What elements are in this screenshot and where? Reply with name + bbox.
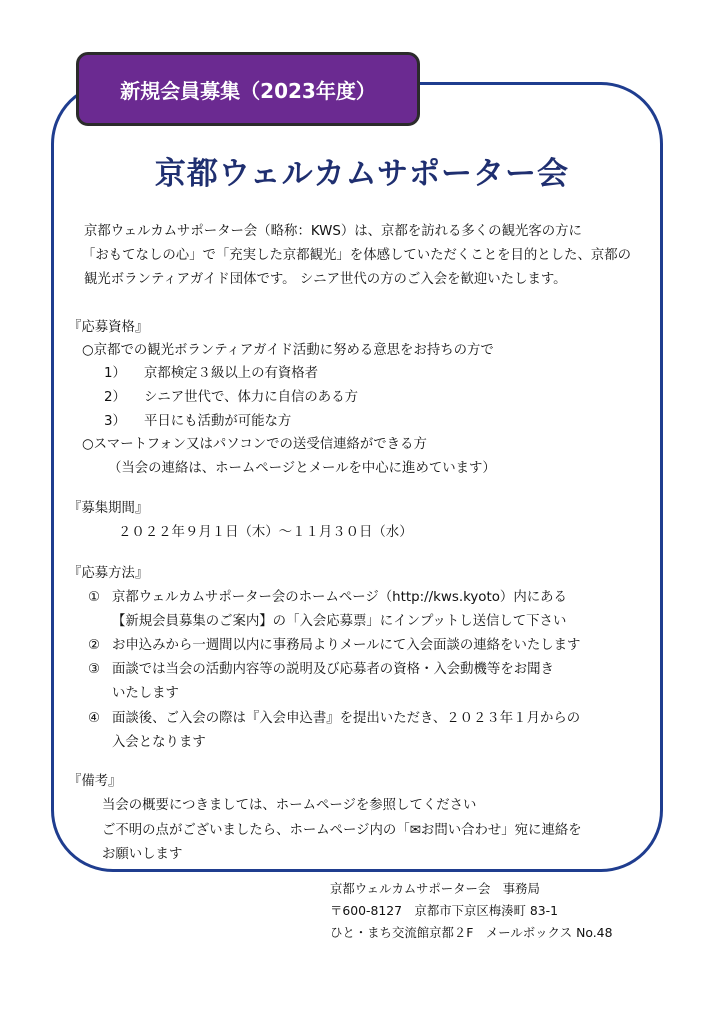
item-number: ① bbox=[88, 590, 101, 605]
item-text: 面談後、ご入会の際は『入会申込書』を提出いただき、２０２３年１月からの bbox=[112, 711, 581, 726]
qualification-item bbox=[104, 362, 318, 381]
content-frame bbox=[51, 82, 663, 872]
remarks-line: ご不明の点がございましたら、ホームページ内の「✉お問い合わせ」宛に連絡を bbox=[102, 823, 582, 838]
qualification-main: ○京都での観光ボランティアガイド活動に努める意思をお持ちの方で bbox=[82, 343, 494, 358]
intro-line: 京都ウェルカムサポーター会（略称：KWS）は、京都を訪れる多くの観光客の方に bbox=[84, 224, 582, 239]
item-number: ② bbox=[88, 638, 101, 653]
period-heading: 『募集期間』 bbox=[68, 501, 149, 516]
item-number: ④ bbox=[88, 711, 101, 726]
method-item bbox=[88, 707, 580, 726]
office-name: 京都ウェルカムサポーター会 事務局 bbox=[330, 881, 540, 896]
item-text: お申込みから一週間以内に事務局よりメールにて入会面談の連絡をいたします bbox=[112, 638, 581, 653]
remarks-heading: 『備考』 bbox=[68, 774, 122, 789]
qualification-item bbox=[104, 386, 358, 405]
method-item-cont: 【新規会員募集のご案内】の「入会応募票」にインプットし送信して下さい bbox=[112, 614, 567, 629]
method-heading: 『応募方法』 bbox=[68, 566, 149, 581]
item-number: ③ bbox=[88, 662, 101, 677]
remarks-line: お願いします bbox=[102, 847, 183, 862]
intro-line: 「おもてなしの心」で「充実した京都観光」を体感していただくことを目的とした、京都の bbox=[82, 248, 632, 263]
item-text: 京都ウェルカムサポーター会のホームページ（http://kws.kyoto）内にある bbox=[112, 590, 567, 605]
remarks-line: 当会の概要につきましては、ホームページを参照してください bbox=[102, 798, 477, 813]
item-text: 京都検定３級以上の有資格者 bbox=[144, 366, 319, 381]
qualification-note: （当会の連絡は、ホームページとメールを中心に進めています） bbox=[108, 461, 496, 476]
method-item bbox=[88, 658, 554, 677]
period-text: ２０２２年９月１日（木）～１１月３０日（水） bbox=[118, 525, 413, 540]
item-number: 3） bbox=[104, 414, 126, 429]
postal-address: 〒600-8127 京都市下京区梅湊町 83-1 bbox=[330, 903, 559, 918]
qualification-second: ○スマートフォン又はパソコンでの送受信連絡ができる方 bbox=[82, 437, 427, 452]
method-item-cont: いたします bbox=[112, 686, 179, 701]
method-item bbox=[88, 586, 567, 605]
intro-line: 観光ボランティアガイド団体です。 シニア世代の方のご入会を歓迎いたします。 bbox=[84, 272, 567, 287]
method-item-cont: 入会となります bbox=[112, 735, 206, 750]
method-item bbox=[88, 634, 580, 653]
item-number: 1） bbox=[104, 366, 126, 381]
recruitment-badge: 新規会員募集（2023年度） bbox=[76, 52, 420, 126]
item-number: 2） bbox=[104, 390, 126, 405]
page-title: 京都ウェルカムサポーター会 bbox=[154, 156, 570, 192]
office-address bbox=[330, 878, 612, 944]
intro-paragraph bbox=[84, 220, 631, 292]
mailbox: ひと・まち交流館京都２F メールボックス No.48 bbox=[330, 925, 613, 940]
item-text: シニア世代で、体力に自信のある方 bbox=[144, 390, 358, 405]
item-text: 面談では当会の活動内容等の説明及び応募者の資格・入会動機等をお聞き bbox=[112, 662, 554, 677]
qualification-heading: 『応募資格』 bbox=[68, 320, 149, 335]
qualification-item bbox=[104, 410, 291, 429]
item-text: 平日にも活動が可能な方 bbox=[144, 414, 292, 429]
